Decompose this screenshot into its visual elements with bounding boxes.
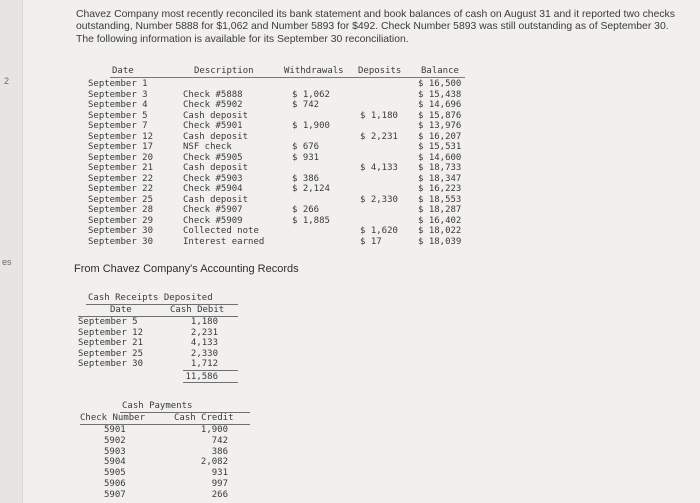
receipt-amount: 2,330: [190, 348, 218, 359]
header-date: Date: [112, 66, 134, 76]
payment-amount: 2,082: [200, 457, 228, 468]
statement-date: September 28: [88, 205, 154, 215]
statement-row: [88, 237, 473, 247]
statement-description: Check #5909: [183, 215, 243, 226]
payment-check-number: 5905: [104, 468, 126, 479]
statement-row: [88, 111, 473, 121]
records-heading: From Chavez Company's Accounting Records: [74, 263, 299, 275]
payment-check-number: 5906: [104, 479, 126, 489]
receipts-total: 11,586: [185, 372, 218, 382]
statement-date: September 22: [88, 184, 154, 194]
statement-row: [88, 216, 473, 226]
statement-balance: $ 13,976: [418, 121, 462, 131]
statement-description: Interest earned: [183, 236, 265, 247]
statement-row: [88, 142, 473, 152]
receipt-amount: 1,180: [190, 317, 218, 327]
header-withdrawals: Withdrawals: [284, 66, 344, 76]
statement-withdrawal: $ 1,900: [292, 121, 330, 131]
statement-balance: $ 14,696: [418, 100, 462, 110]
payments-col-amount: Cash Credit: [174, 413, 234, 423]
cash-receipts-ledger: [78, 293, 243, 385]
statement-balance: $ 18,022: [418, 226, 462, 236]
statement-balance: $ 15,876: [418, 110, 462, 121]
statement-description: Collected note: [183, 226, 259, 236]
statement-balance: $ 18,553: [418, 194, 462, 205]
statement-date: September 4: [88, 100, 148, 110]
statement-withdrawal: $ 676: [292, 142, 320, 152]
statement-row: [88, 174, 473, 184]
statement-description: Check #5888: [183, 89, 243, 100]
statement-description: Check #5907: [183, 205, 243, 215]
receipt-date: September 30: [78, 359, 144, 369]
statement-date: September 21: [88, 163, 154, 173]
statement-row: [88, 195, 473, 205]
statement-withdrawal: $ 1,885: [292, 215, 330, 226]
header-rule: [110, 77, 465, 78]
statement-withdrawal: $ 386: [292, 173, 320, 184]
receipt-date: September 12: [78, 327, 144, 338]
payments-title: Cash Payments: [122, 401, 193, 411]
statement-description: Cash deposit: [183, 110, 249, 121]
statement-date: September 1: [88, 79, 148, 89]
payment-check-number: 5901: [104, 425, 126, 435]
statement-description: Check #5905: [183, 152, 243, 163]
statement-date: September 5: [88, 110, 148, 121]
statement-description: Cash deposit: [183, 163, 249, 173]
receipt-date: September 21: [78, 338, 144, 348]
header-balance: Balance: [421, 66, 459, 76]
receipt-amount: 1,712: [190, 359, 218, 369]
statement-row: [88, 153, 473, 163]
payment-amount: 742: [211, 435, 228, 446]
payment-check-number: 5903: [104, 446, 126, 457]
statement-balance: $ 15,531: [418, 142, 462, 152]
payment-check-number: 5902: [104, 435, 126, 446]
statement-deposit: $ 1,620: [360, 226, 398, 236]
statement-withdrawal: $ 2,124: [292, 184, 330, 194]
statement-balance: $ 18,039: [418, 236, 462, 247]
statement-description: Cash deposit: [183, 194, 249, 205]
bank-statement: [88, 66, 473, 252]
statement-balance: $ 14,600: [418, 152, 462, 163]
header-deposits: Deposits: [358, 66, 402, 76]
receipts-title: Cash Receipts Deposited: [88, 293, 213, 303]
statement-balance: $ 16,500: [418, 79, 462, 89]
statement-balance: $ 16,207: [418, 131, 462, 142]
receipts-col-date: Date: [110, 305, 132, 315]
statement-date: September 29: [88, 215, 154, 226]
statement-deposit: $ 2,231: [360, 131, 398, 142]
statement-row: [88, 184, 473, 194]
statement-row: [88, 205, 473, 215]
payment-check-number: 5907: [104, 489, 126, 500]
statement-description: Check #5904: [183, 184, 243, 194]
payments-col-check: Check Number: [80, 413, 146, 423]
statement-deposit: $ 17: [360, 236, 382, 247]
statement-balance: $ 18,347: [418, 173, 462, 184]
statement-withdrawal: $ 742: [292, 100, 320, 110]
payment-check-number: 5904: [104, 457, 126, 468]
total-double-rule: [183, 382, 238, 383]
receipt-amount: 2,231: [190, 327, 218, 338]
statement-date: September 20: [88, 152, 154, 163]
statement-row: [88, 90, 473, 100]
margin-mark: 2: [4, 76, 10, 86]
statement-description: Cash deposit: [183, 131, 249, 142]
statement-date: September 30: [88, 236, 154, 247]
statement-deposit: $ 4,133: [360, 163, 398, 173]
statement-withdrawal: $ 1,062: [292, 89, 330, 100]
statement-date: September 17: [88, 142, 154, 152]
statement-deposit: $ 1,180: [360, 110, 398, 121]
header-description: Description: [194, 66, 254, 76]
statement-deposit: $ 2,330: [360, 194, 398, 205]
statement-row: [88, 100, 473, 110]
payment-amount: 931: [211, 468, 228, 479]
receipts-col-amount: Cash Debit: [170, 305, 225, 315]
receipt-date: September 5: [78, 317, 138, 327]
problem-intro: Chavez Company most recently reconciled its bank statement and book balances of cash on August 31 and it reported two checks outstanding, Number 5888 for $1,062 and Number 5893 for $492. Check Number 5893 was still outstanding as of September 30. The following information is available for its September 30 reconciliation.: [76, 9, 675, 45]
payment-amount: 1,900: [200, 425, 228, 435]
statement-description: Check #5901: [183, 121, 243, 131]
margin-mark: es: [2, 257, 12, 267]
payment-amount: 266: [211, 489, 228, 500]
statement-date: September 7: [88, 121, 148, 131]
statement-balance: $ 15,438: [418, 89, 462, 100]
statement-description: Check #5903: [183, 173, 243, 184]
statement-balance: $ 18,287: [418, 205, 462, 215]
statement-withdrawal: $ 266: [292, 205, 320, 215]
cash-payments-ledger: [80, 401, 250, 503]
statement-date: September 30: [88, 226, 154, 236]
total-rule: [183, 370, 238, 371]
statement-row: [88, 79, 473, 89]
statement-description: NSF check: [183, 142, 232, 152]
payment-amount: 386: [211, 446, 228, 457]
statement-row: [88, 226, 473, 236]
statement-row: [88, 163, 473, 173]
statement-balance: $ 16,223: [418, 184, 462, 194]
statement-date: September 22: [88, 173, 154, 184]
statement-date: September 25: [88, 194, 154, 205]
statement-row: [88, 121, 473, 131]
statement-balance: $ 18,733: [418, 163, 462, 173]
receipt-amount: 4,133: [190, 338, 218, 348]
statement-row: [88, 132, 473, 142]
statement-date: September 3: [88, 89, 148, 100]
statement-description: Check #5902: [183, 100, 243, 110]
statement-balance: $ 16,402: [418, 215, 462, 226]
statement-withdrawal: $ 931: [292, 152, 320, 163]
statement-date: September 12: [88, 131, 154, 142]
receipt-date: September 25: [78, 348, 144, 359]
payment-amount: 997: [211, 479, 228, 489]
